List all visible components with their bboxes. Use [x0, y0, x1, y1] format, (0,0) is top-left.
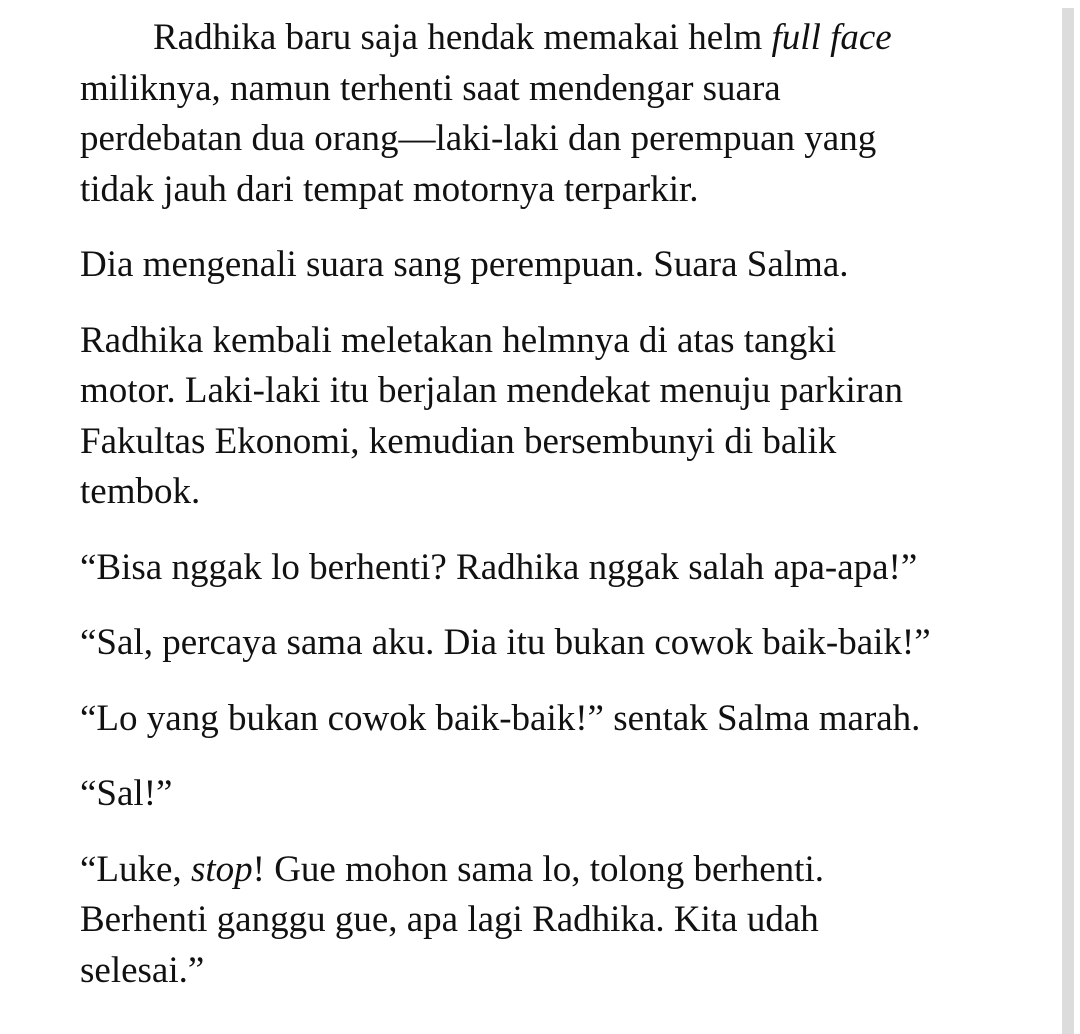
- text-run: Radhika baru saja hendak memakai helm: [153, 17, 772, 58]
- text-run: perdebatan dua orang—laki-laki dan perempuan yang: [80, 118, 877, 159]
- text-run: selesai.”: [80, 949, 205, 991]
- paragraph: [80, 543, 1015, 594]
- text-line: [80, 543, 1015, 594]
- text-line: [80, 114, 1015, 165]
- paragraph: [80, 769, 1015, 820]
- text-run: “Bisa nggak lo berhenti? Radhika nggak salah apa-apa!”: [80, 546, 918, 588]
- text-run: Radhika kembali meletakan helmnya di atas tangki: [80, 319, 837, 361]
- story-text: [80, 13, 1015, 1021]
- text-line: [80, 946, 1015, 997]
- italic-text: stop: [190, 848, 253, 890]
- text-line: [80, 316, 1015, 367]
- text-line: [80, 769, 1015, 820]
- text-run: motor. Laki-laki itu berjalan mendekat menuju parkiran: [80, 370, 903, 411]
- text-run: ! Gue mohon sama lo, tolong berhenti.: [252, 848, 824, 890]
- text-line: [80, 165, 1015, 216]
- text-line: [80, 366, 1015, 417]
- text-line: [80, 895, 1015, 946]
- italic-text: full face: [771, 17, 892, 58]
- text-run: tidak jauh dari tempat motornya terparkir.: [80, 168, 699, 210]
- text-line: [80, 618, 1015, 669]
- text-run: “Luke,: [80, 848, 191, 890]
- text-run: “Lo yang bukan cowok baik-baik!” sentak Salma marah.: [80, 697, 921, 739]
- text-line: [80, 64, 1015, 115]
- text-run: “Sal!”: [80, 773, 173, 814]
- text-line: [80, 845, 1015, 896]
- text-run: “Sal, percaya sama aku. Dia itu bukan cowok baik-baik!”: [80, 622, 931, 663]
- paragraph: [80, 240, 1015, 291]
- text-line: [80, 13, 1015, 64]
- text-run: miliknya, namun terhenti saat mendengar suara: [80, 67, 781, 109]
- paragraph: [80, 845, 1015, 997]
- text-line: [80, 467, 1015, 518]
- scrollbar-track[interactable]: [1062, 8, 1074, 1034]
- text-run: Fakultas Ekonomi, kemudian bersembunyi di balik: [80, 420, 837, 462]
- paragraph: [80, 694, 1015, 745]
- paragraph: [80, 618, 1015, 669]
- paragraph: [80, 13, 1015, 215]
- text-run: tembok.: [80, 471, 201, 512]
- text-line: [80, 694, 1015, 745]
- text-line: [80, 417, 1015, 468]
- text-line: [80, 240, 1015, 291]
- text-run: Dia mengenali suara sang perempuan. Suara Salma.: [80, 244, 849, 285]
- text-run: Berhenti ganggu gue, apa lagi Radhika. Kita udah: [80, 899, 819, 940]
- paragraph: [80, 316, 1015, 518]
